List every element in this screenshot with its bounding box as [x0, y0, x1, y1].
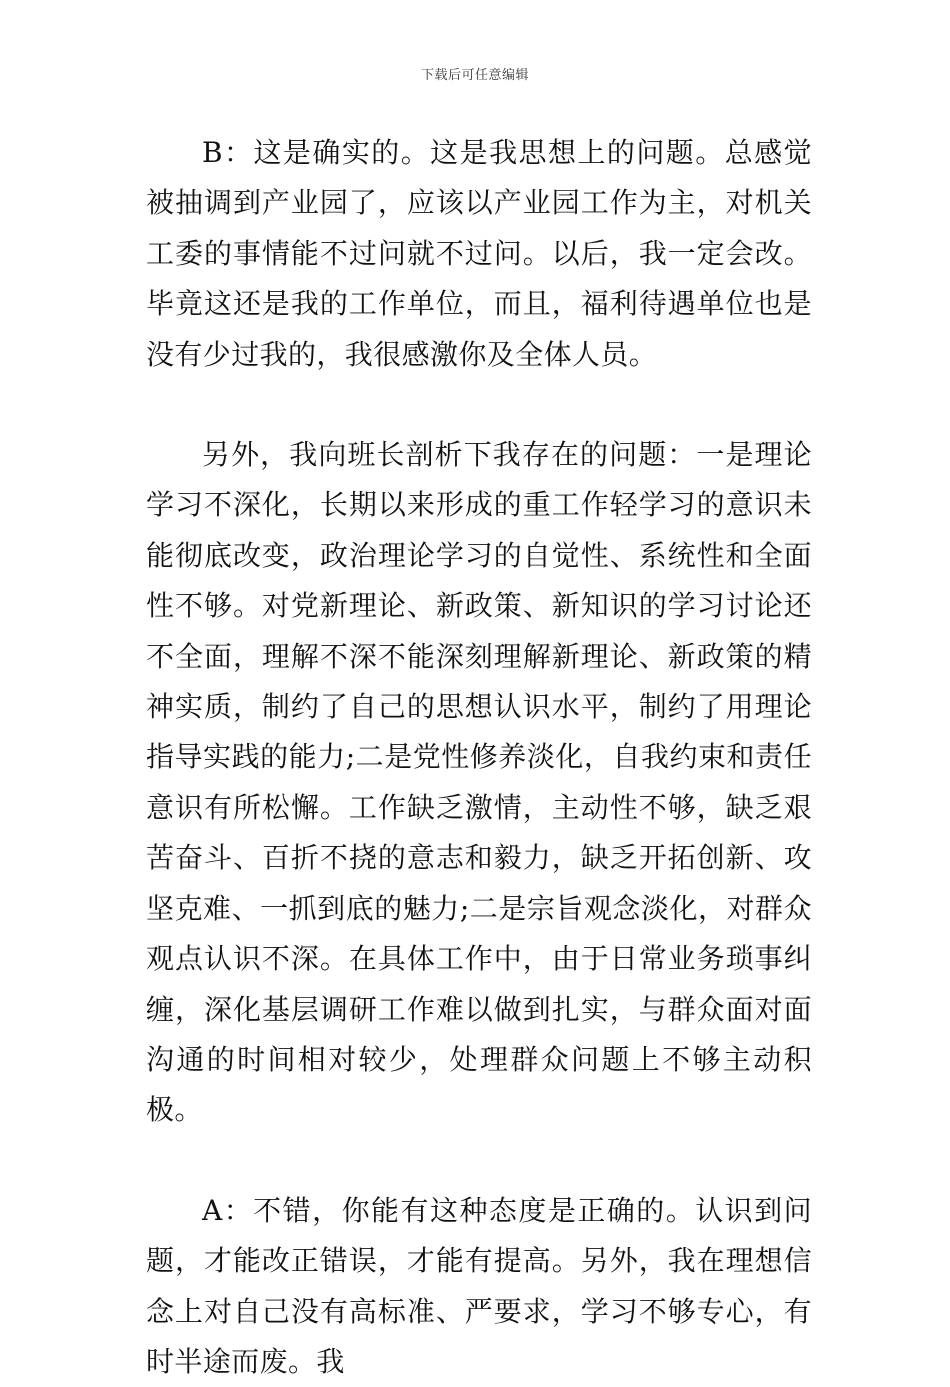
paragraph-a-reply: A：不错，你能有这种态度是正确的。认识到问题，才能改正错误，才能有提高。另外，我在理想信念上对自己没有高标准、严要求，学习不够专心，有时半途而废。我 — [146, 1193, 812, 1378]
page-header: 下载后可任意编辑 — [420, 68, 529, 83]
paragraph-self-analysis: 另外，我向班长剖析下我存在的问题：一是理论学习不深化，长期以来形成的重工作轻学习的意识未能彻底改变，政治理论学习的自觉性、系统性和全面性不够。对党新理论、新政策、新知识的学习讨论还不全面，理解不深不能深刻理解新理论、新政策的精神实质，制约了自己的思想认识水平，制约了用理论指导实践的能力;二是党性修养淡化，自我约束和责任意识有所松懈。工作缺乏激情，主动性不够，缺乏艰苦奋斗、百折不挠的意志和毅力，缺乏开拓创新、攻坚克难、一抓到底的魅力;二是宗旨观念淡化，对群众观点认识不深。在具体工作中，由于日常业务琐事纠缠，深化基层调研工作难以做到扎实，与群众面对面沟通的时间相对较少，处理群众问题上不够主动积极。 — [146, 438, 812, 1127]
document-body — [146, 128, 812, 1387]
paragraph-b-reply: B：这是确实的。这是我思想上的问题。总感觉被抽调到产业园了，应该以产业园工作为主，对机关工委的事情能不过问就不过问。以后，我一定会改。毕竟这还是我的工作单位，而且，福利待遇单位也是没有少过我的，我很感激你及全体人员。 — [146, 136, 812, 371]
